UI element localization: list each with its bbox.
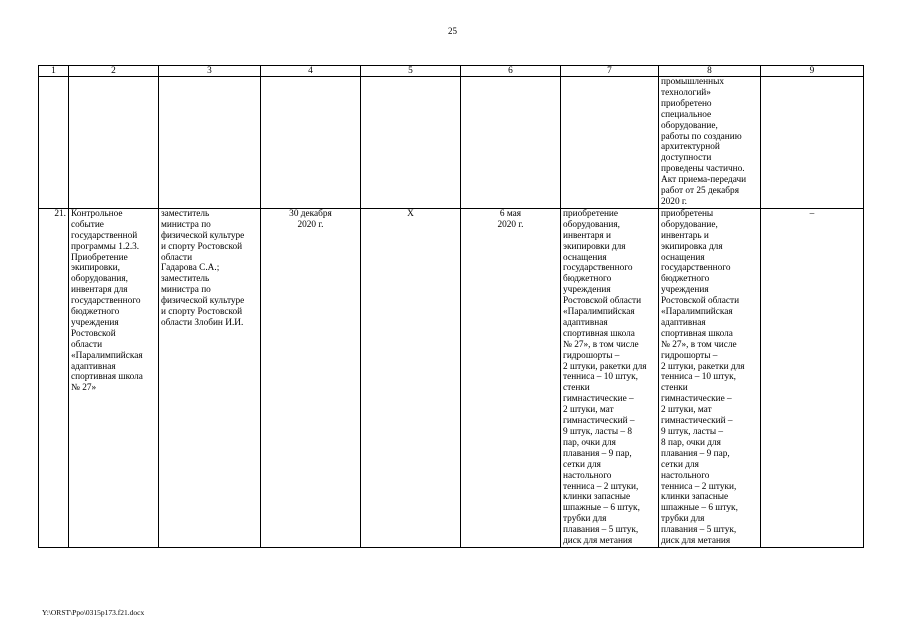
column-header: 2 <box>69 66 159 77</box>
column-header: 3 <box>159 66 261 77</box>
column-header: 6 <box>461 66 561 77</box>
column-header: 8 <box>659 66 761 77</box>
table-cell <box>361 77 461 209</box>
table-cell <box>461 77 561 209</box>
table-cell <box>159 77 261 209</box>
column-5-cell: Х <box>361 208 461 547</box>
actual-result-cell: приобретены оборудование, инвентарь и экипировка для оснащения государственного бюджетного учреждения Ростовской области «Паралимпийская адаптивная спортивная школа № 27», в том числе гидрошорты – 2 штуки, ракетки для тенниса – 10 штук, стенки гимнастические – 2 штуки, мат гимнастический – 9 штук, ласты – 8 пар, очки для плавания – 9 пар, сетки для настольного тенниса – 2 штуки, клинки запасные шпажные – 6 штук, трубки для плавания – 5 штук, диск для метания <box>659 208 761 547</box>
event-name-cell: Контрольное событие государственной программы 1.2.3. Приобретение экипировки, оборудования, инвентаря для государственного бюджетного учреждения Ростовской области «Паралимпийская адаптивная спортивная школа № 27» <box>69 208 159 547</box>
planned-result-cell: приобретение оборудования, инвентаря и экипировки для оснащения государственного бюджетного учреждения Ростовской области «Паралимпийская адаптивная спортивная школа № 27», в том числе гидрошорты – 2 штуки, ракетки для тенниса – 10 штук, стенки гимнастические – 2 штуки, мат гимнастический – 9 штук, ласты – 8 пар, очки для плавания – 9 пар, сетки для настольного тенниса – 2 штуки, клинки запасные шпажные – 6 штук, трубки для плавания – 5 штук, диск для метания <box>561 208 659 547</box>
continuation-row <box>39 77 864 209</box>
column-header: 9 <box>761 66 864 77</box>
column-header: 7 <box>561 66 659 77</box>
table-cell <box>69 77 159 209</box>
table-cell <box>761 77 864 209</box>
column-header: 4 <box>261 66 361 77</box>
table-cell <box>261 77 361 209</box>
table-cell <box>561 77 659 209</box>
row-number: 21. <box>39 208 69 547</box>
notes-cell: – <box>761 208 864 547</box>
planned-date-cell: 30 декабря 2020 г. <box>261 208 361 547</box>
table-row <box>39 208 864 547</box>
column-number-row <box>39 66 864 77</box>
column-header: 1 <box>39 66 69 77</box>
table-cell <box>39 77 69 209</box>
responsible-cell: заместитель министра по физической культуре и спорту Ростовской области Гадарова С.А.; заместитель министра по физической культуре и спорту Ростовской области Злобин И.И. <box>159 208 261 547</box>
continuation-result-cell: промышленных технологий» приобретено специальное оборудование, работы по созданию архитектурной доступности проведены частично. Акт приема-передачи работ от 25 декабря 2020 г. <box>659 77 761 209</box>
page-number: 25 <box>448 26 457 36</box>
report-table <box>38 65 864 548</box>
file-path-footer: Y:\ORST\Ppo\0315p173.f21.docx <box>42 608 145 617</box>
actual-date-cell: 6 мая 2020 г. <box>461 208 561 547</box>
column-header: 5 <box>361 66 461 77</box>
